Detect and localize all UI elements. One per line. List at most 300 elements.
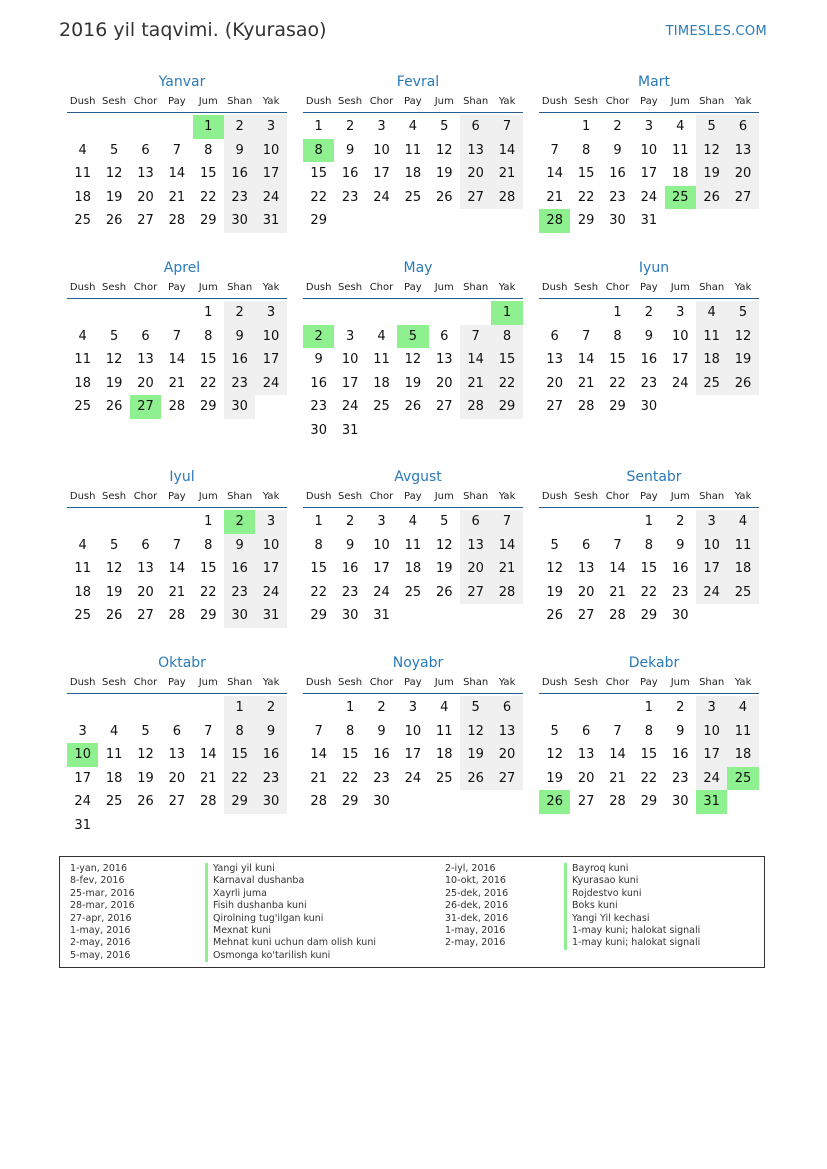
day-cell: 17	[373, 166, 390, 182]
day-cell: 23	[255, 767, 286, 791]
day-cell: 20	[546, 375, 563, 391]
day-cell: 23	[640, 375, 658, 391]
weekday-label: Pay	[168, 282, 186, 293]
weekday-label: Pay	[404, 491, 422, 502]
day-cell: 14	[577, 352, 595, 368]
day-cell: 25	[404, 189, 422, 205]
day-cell: 12	[546, 561, 563, 577]
weekday-label: Chor	[369, 282, 394, 293]
day-cell: 16	[224, 162, 255, 186]
day-cell: 17	[696, 743, 727, 767]
day-cell: 26	[404, 399, 422, 415]
brand-link[interactable]: TIMESLES.COM	[665, 24, 767, 39]
day-cell: 30	[310, 422, 327, 438]
month-name: Sentabr	[626, 469, 682, 485]
holiday-date: 28-mar, 2016	[70, 900, 135, 912]
header-divider	[67, 693, 287, 694]
day-cell: 9	[676, 723, 685, 739]
day-grid	[67, 115, 287, 233]
day-cell: 29	[199, 608, 217, 624]
day-cell: 14	[168, 561, 186, 577]
day-cell: 9	[345, 142, 355, 158]
day-cell: 24	[640, 189, 658, 205]
day-cell: 25	[373, 399, 390, 415]
day-cell: 25	[74, 608, 91, 624]
day-cell: 27	[168, 794, 186, 810]
month-calendar	[303, 72, 523, 258]
holiday-name: Xayrli juma	[205, 888, 376, 900]
weekday-label: Sesh	[574, 96, 599, 107]
empty-cell	[366, 301, 397, 325]
holiday-date: 27-apr, 2016	[70, 912, 132, 924]
day-cell: 18	[404, 166, 422, 182]
weekday-label: Chor	[369, 96, 394, 107]
day-cell: 9	[345, 537, 355, 553]
day-cell: 6	[550, 328, 559, 344]
day-cell: 24	[696, 767, 727, 791]
weekday-label: Chor	[133, 282, 158, 293]
empty-cell	[460, 301, 491, 325]
day-cell: 21	[491, 557, 522, 581]
day-cell: 21	[460, 372, 491, 396]
empty-cell	[67, 696, 98, 720]
weekday-label: Dush	[69, 677, 96, 688]
day-cell: 12	[435, 537, 453, 553]
day-cell: 11	[727, 534, 758, 558]
empty-cell	[570, 510, 601, 534]
holiday-date: 1-may, 2016	[70, 924, 131, 936]
holiday-date: 5-may, 2016	[70, 949, 131, 961]
day-cell: 28	[609, 608, 626, 624]
day-cell: 24	[341, 399, 359, 415]
weekday-label: Pay	[404, 677, 422, 688]
month-name: Aprel	[163, 260, 201, 276]
day-cell: 23	[609, 189, 626, 205]
weekday-label: Sesh	[338, 96, 363, 107]
header-divider	[539, 112, 759, 113]
weekday-label: Dush	[305, 282, 332, 293]
day-cell: 12	[460, 720, 491, 744]
empty-cell	[539, 115, 570, 139]
weekday-label: Shan	[227, 491, 253, 502]
day-cell: 31	[255, 604, 286, 628]
day-cell: 26	[435, 189, 453, 205]
holiday-name: Kyurasao kuni	[564, 875, 700, 887]
month-calendar	[67, 258, 287, 467]
day-cell: 24	[255, 186, 286, 210]
day-cell: 2	[224, 115, 255, 139]
day-cell: 18	[671, 166, 689, 182]
months-grid	[67, 72, 761, 839]
day-cell: 17	[404, 747, 422, 763]
weekday-label: Sesh	[338, 491, 363, 502]
day-cell: 14	[199, 747, 217, 763]
header-divider	[67, 507, 287, 508]
day-cell: 10	[255, 139, 286, 163]
weekday-label: Jum	[198, 282, 218, 293]
day-cell: 29	[609, 399, 626, 415]
month-name: Mart	[638, 74, 670, 90]
day-cell: 18	[105, 770, 123, 786]
day-cell: 30	[255, 790, 286, 814]
day-cell: 25	[74, 213, 91, 229]
day-cell: 12	[137, 747, 154, 763]
day-cell: 12	[404, 352, 422, 368]
day-cell: 22	[640, 584, 658, 600]
day-cell: 6	[141, 328, 150, 344]
day-cell: 22	[609, 375, 626, 391]
month-calendar	[539, 258, 759, 467]
day-cell: 16	[373, 747, 390, 763]
empty-cell	[161, 301, 192, 325]
day-cell: 17	[671, 352, 689, 368]
weekday-label: Chor	[605, 491, 630, 502]
weekday-label: Sesh	[102, 96, 127, 107]
day-cell: 24	[696, 581, 727, 605]
day-cell: 9	[377, 723, 386, 739]
day-cell: 26	[105, 608, 123, 624]
day-cell: 25	[696, 372, 727, 396]
empty-cell	[130, 510, 161, 534]
day-cell: 27	[435, 399, 453, 415]
empty-cell	[602, 510, 633, 534]
empty-cell	[98, 115, 129, 139]
weekday-label: Sesh	[102, 677, 127, 688]
empty-cell	[161, 510, 192, 534]
empty-cell	[161, 115, 192, 139]
day-cell: 22	[199, 375, 217, 391]
day-cell: 25	[74, 399, 91, 415]
weekday-label: Jum	[198, 677, 218, 688]
day-cell: 16	[255, 743, 286, 767]
day-cell: 30	[224, 209, 255, 233]
day-cell: 17	[341, 375, 359, 391]
day-cell: 15	[609, 352, 626, 368]
day-cell: 19	[696, 162, 727, 186]
month-calendar	[303, 653, 523, 839]
weekday-header	[67, 92, 287, 111]
weekday-label: Yak	[498, 677, 516, 688]
day-cell: 13	[168, 747, 186, 763]
day-cell: 2	[676, 700, 685, 716]
day-cell: 19	[546, 584, 563, 600]
holiday-day-cell: 25	[665, 186, 696, 210]
holiday-dates-left	[70, 863, 135, 962]
day-cell: 23	[373, 770, 390, 786]
day-cell: 3	[676, 305, 685, 321]
day-cell: 11	[404, 142, 422, 158]
holiday-name: Rojdestvo kuni	[564, 888, 700, 900]
day-cell: 12	[105, 166, 123, 182]
header-divider	[67, 298, 287, 299]
weekday-header	[539, 92, 759, 111]
weekday-label: Shan	[699, 677, 725, 688]
day-cell: 20	[460, 162, 491, 186]
day-cell: 18	[373, 375, 390, 391]
day-cell: 8	[345, 723, 355, 739]
day-cell: 8	[224, 720, 255, 744]
day-cell: 9	[314, 352, 323, 368]
day-cell: 29	[491, 395, 522, 419]
day-cell: 3	[255, 510, 286, 534]
day-cell: 5	[141, 723, 150, 739]
day-cell: 31	[341, 422, 359, 438]
holiday-name: Yangi yil kuni	[205, 863, 376, 875]
day-cell: 28	[491, 581, 522, 605]
day-cell: 29	[640, 794, 658, 810]
day-cell: 20	[460, 557, 491, 581]
day-cell: 10	[373, 142, 390, 158]
day-cell: 11	[435, 723, 453, 739]
day-cell: 1	[224, 696, 255, 720]
day-cell: 18	[696, 348, 727, 372]
holiday-name: Mexnat kuni	[205, 925, 376, 937]
day-cell: 20	[727, 162, 758, 186]
day-cell: 3	[408, 700, 417, 716]
weekday-header	[303, 673, 523, 692]
month-calendar	[67, 467, 287, 653]
day-cell: 8	[491, 325, 522, 349]
day-cell: 19	[137, 770, 154, 786]
weekday-label: Dush	[69, 282, 96, 293]
day-cell: 29	[577, 213, 595, 229]
day-cell: 7	[172, 328, 181, 344]
header-divider	[67, 112, 287, 113]
empty-cell	[334, 301, 365, 325]
day-cell: 2	[613, 119, 622, 135]
day-cell: 29	[640, 608, 658, 624]
day-cell: 12	[105, 352, 123, 368]
holiday-date: 8-fev, 2016	[70, 875, 125, 887]
holiday-date: 31-dek, 2016	[445, 912, 509, 924]
empty-cell	[193, 696, 224, 720]
holiday-name: Karnaval dushanba	[205, 875, 376, 887]
day-cell: 3	[696, 510, 727, 534]
day-cell: 22	[224, 767, 255, 791]
day-cell: 5	[109, 537, 119, 553]
weekday-label: Yak	[734, 96, 752, 107]
day-cell: 5	[696, 115, 727, 139]
day-cell: 28	[199, 794, 217, 810]
day-cell: 22	[199, 189, 217, 205]
day-cell: 8	[204, 328, 213, 344]
day-cell: 16	[609, 166, 626, 182]
day-cell: 21	[168, 375, 186, 391]
holiday-day-cell: 8	[303, 139, 334, 163]
weekday-label: Pay	[640, 677, 658, 688]
weekday-label: Dush	[541, 491, 568, 502]
day-cell: 15	[577, 166, 595, 182]
day-cell: 21	[577, 375, 595, 391]
day-cell: 30	[341, 608, 359, 624]
day-cell: 2	[676, 514, 685, 530]
day-cell: 26	[727, 372, 758, 396]
day-cell: 11	[105, 747, 123, 763]
day-cell: 20	[137, 189, 154, 205]
day-cell: 3	[78, 723, 87, 739]
day-cell: 19	[435, 561, 453, 577]
weekday-label: Yak	[262, 282, 280, 293]
weekday-label: Chor	[605, 282, 630, 293]
day-cell: 13	[546, 352, 563, 368]
day-cell: 7	[613, 537, 622, 553]
day-cell: 30	[224, 395, 255, 419]
day-cell: 7	[491, 115, 522, 139]
day-cell: 27	[546, 399, 563, 415]
day-cell: 11	[74, 352, 91, 368]
weekday-label: Pay	[168, 677, 186, 688]
day-cell: 7	[204, 723, 213, 739]
day-cell: 6	[172, 723, 181, 739]
day-cell: 30	[609, 213, 626, 229]
weekday-label: Chor	[133, 96, 158, 107]
weekday-label: Dush	[305, 96, 332, 107]
day-cell: 17	[255, 162, 286, 186]
day-cell: 10	[404, 723, 422, 739]
empty-cell	[130, 301, 161, 325]
day-cell: 14	[168, 352, 186, 368]
day-cell: 27	[577, 794, 595, 810]
holiday-date: 25-mar, 2016	[70, 887, 135, 899]
day-cell: 4	[696, 301, 727, 325]
day-cell: 14	[609, 561, 626, 577]
day-cell: 27	[491, 767, 522, 791]
day-cell: 11	[373, 352, 390, 368]
day-cell: 21	[546, 189, 563, 205]
day-cell: 24	[404, 770, 422, 786]
weekday-label: Yak	[734, 677, 752, 688]
weekday-label: Pay	[640, 282, 658, 293]
month-name: Noyabr	[392, 655, 444, 671]
day-cell: 29	[199, 399, 217, 415]
weekday-label: Sesh	[338, 677, 363, 688]
day-cell: 5	[460, 696, 491, 720]
day-cell: 22	[310, 189, 327, 205]
day-cell: 20	[435, 375, 453, 391]
day-cell: 26	[137, 794, 154, 810]
weekday-label: Jum	[670, 96, 690, 107]
day-cell: 4	[78, 328, 87, 344]
day-cell: 8	[204, 537, 213, 553]
day-cell: 12	[546, 747, 563, 763]
day-cell: 1	[314, 514, 323, 530]
holiday-day-cell: 27	[130, 395, 161, 419]
day-cell: 8	[613, 328, 622, 344]
day-cell: 12	[435, 142, 453, 158]
day-cell: 3	[644, 119, 653, 135]
weekday-label: Pay	[640, 96, 658, 107]
weekday-label: Yak	[498, 96, 516, 107]
day-cell: 19	[404, 375, 422, 391]
day-cell: 5	[440, 514, 449, 530]
day-cell: 23	[341, 584, 359, 600]
weekday-label: Yak	[262, 96, 280, 107]
empty-cell	[161, 696, 192, 720]
holiday-day-cell: 28	[539, 209, 570, 233]
weekday-label: Shan	[699, 491, 725, 502]
day-cell: 6	[440, 328, 449, 344]
day-cell: 11	[74, 561, 91, 577]
day-cell: 13	[577, 747, 595, 763]
weekday-label: Pay	[404, 282, 422, 293]
weekday-label: Shan	[699, 96, 725, 107]
day-cell: 5	[727, 301, 758, 325]
day-cell: 31	[74, 817, 91, 833]
weekday-label: Jum	[434, 96, 454, 107]
day-cell: 4	[78, 142, 87, 158]
weekday-header	[303, 92, 523, 111]
day-grid	[539, 115, 759, 233]
day-cell: 22	[491, 372, 522, 396]
holiday-day-cell: 31	[696, 790, 727, 814]
day-cell: 10	[696, 534, 727, 558]
holiday-day-cell: 2	[224, 510, 255, 534]
header-divider	[539, 693, 759, 694]
day-cell: 29	[310, 608, 327, 624]
weekday-label: Jum	[670, 491, 690, 502]
day-cell: 7	[172, 537, 181, 553]
holiday-date: 10-okt, 2016	[445, 875, 506, 887]
day-cell: 18	[727, 557, 758, 581]
day-cell: 16	[341, 166, 359, 182]
day-cell: 29	[199, 213, 217, 229]
day-cell: 4	[78, 537, 87, 553]
day-cell: 22	[310, 584, 327, 600]
weekday-label: Jum	[434, 677, 454, 688]
day-cell: 21	[199, 770, 217, 786]
day-cell: 21	[609, 770, 626, 786]
day-cell: 24	[74, 794, 91, 810]
day-cell: 25	[105, 794, 123, 810]
day-cell: 13	[137, 352, 154, 368]
day-cell: 14	[491, 139, 522, 163]
day-cell: 23	[341, 189, 359, 205]
holiday-day-cell: 1	[193, 115, 224, 139]
weekday-label: Chor	[133, 677, 158, 688]
weekday-label: Pay	[168, 491, 186, 502]
day-cell: 15	[199, 166, 217, 182]
day-cell: 24	[671, 375, 689, 391]
day-cell: 15	[310, 166, 327, 182]
weekday-label: Sesh	[574, 282, 599, 293]
day-cell: 27	[727, 186, 758, 210]
day-cell: 30	[671, 794, 689, 810]
day-cell: 19	[546, 770, 563, 786]
day-cell: 13	[137, 166, 154, 182]
day-cell: 18	[435, 747, 453, 763]
day-cell: 6	[491, 696, 522, 720]
day-cell: 1	[204, 514, 213, 530]
day-cell: 11	[671, 142, 689, 158]
holiday-date: 25-dek, 2016	[445, 887, 509, 899]
weekday-label: Dush	[305, 677, 332, 688]
weekday-header	[303, 487, 523, 506]
day-cell: 21	[609, 584, 626, 600]
month-calendar	[303, 258, 523, 467]
weekday-label: Yak	[498, 491, 516, 502]
day-cell: 13	[727, 139, 758, 163]
weekday-label: Yak	[734, 491, 752, 502]
holiday-names-left	[205, 863, 376, 962]
day-cell: 1	[345, 700, 355, 716]
day-cell: 16	[671, 747, 689, 763]
day-cell: 15	[640, 561, 658, 577]
day-cell: 17	[640, 166, 658, 182]
header-divider	[303, 112, 523, 113]
day-cell: 7	[172, 142, 181, 158]
day-cell: 16	[640, 352, 658, 368]
weekday-label: Yak	[262, 491, 280, 502]
